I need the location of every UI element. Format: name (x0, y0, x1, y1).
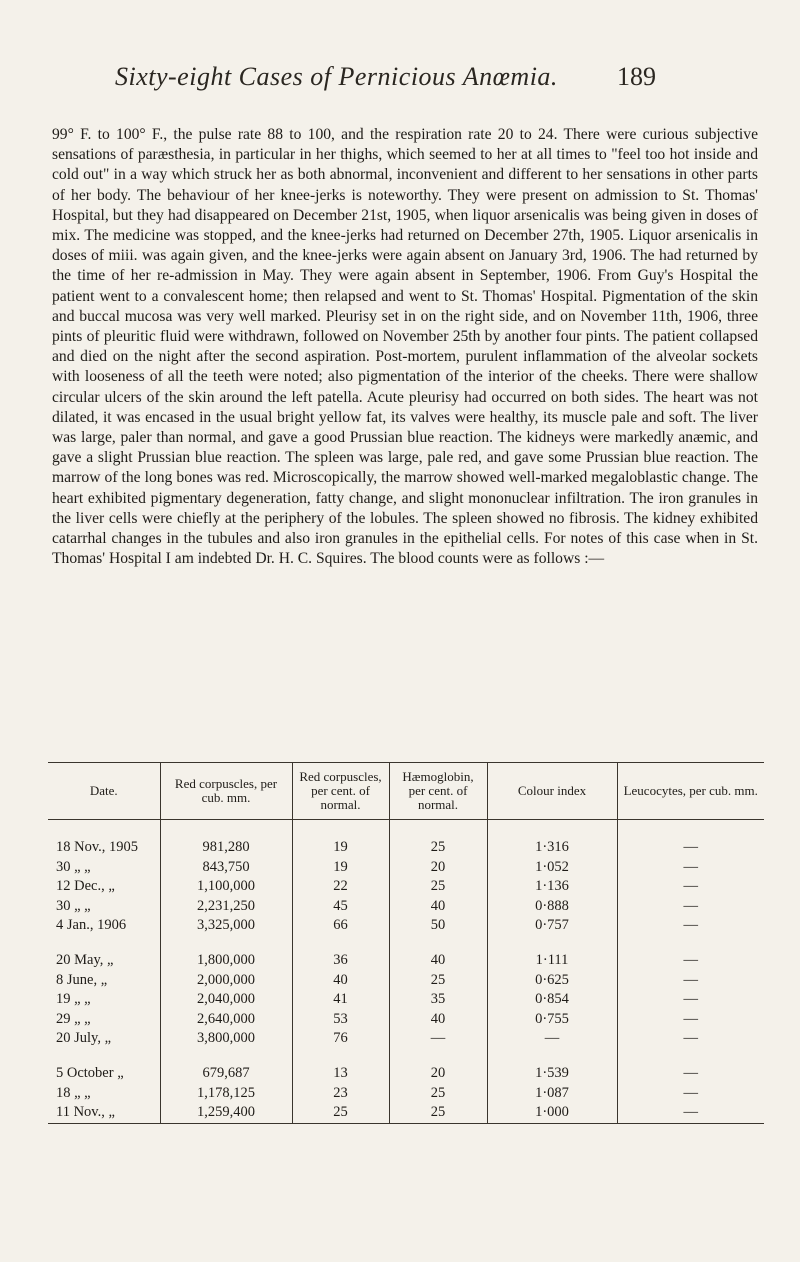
leucocytes-cell: — (617, 1103, 764, 1123)
haemoglobin-cell: 25 (389, 1103, 487, 1123)
spacer-cell (389, 1049, 487, 1064)
header-leucocytes: Leucocytes, per cub. mm. (617, 763, 764, 820)
red-corpuscles-cell: 843,750 (160, 858, 292, 878)
red-percent-cell: 53 (292, 1010, 389, 1030)
spacer-cell (487, 936, 617, 951)
spacer-cell (48, 1049, 160, 1064)
header-colour-index: Colour index (487, 763, 617, 820)
spacer-cell (617, 936, 764, 951)
red-percent-cell: 66 (292, 916, 389, 936)
table-row (48, 820, 764, 858)
red-percent-cell: 36 (292, 951, 389, 971)
haemoglobin-cell: 20 (389, 858, 487, 878)
spacer-cell (292, 1049, 389, 1064)
colour-index-cell: 0·757 (487, 916, 617, 936)
red-percent-cell: 25 (292, 1103, 389, 1123)
date-cell: 20 May, „ (56, 951, 114, 968)
date-cell: 12 Dec., „ (56, 878, 115, 895)
table-group-spacer (48, 936, 764, 951)
table-row (48, 990, 764, 1010)
header-red-corpuscles-percent: Red corpuscles, per cent. of normal. (292, 763, 389, 820)
date-cell: 18 Nov., 1905 (56, 839, 139, 855)
spacer-cell (617, 1049, 764, 1064)
colour-index-cell: 0·755 (487, 1010, 617, 1030)
haemoglobin-cell: 40 (389, 897, 487, 917)
spacer-cell (160, 936, 292, 951)
colour-index-cell: 1·087 (487, 1084, 617, 1104)
case-notes-paragraph: 99° F. to 100° F., the pulse rate 88 to 100, and the respiration rate 20 to 24. There were curious subjective sensations of paræsthesia, in particular in her thighs, which seemed to her at all times to "feel too hot inside and cold out" in a way which struck her as both abnormal, inconvenient and different to her sensations in other parts of her body. The behaviour of her knee-jerks is noteworthy. They were present on admission to St. Thomas' Hospital, but they had disappeared on December 21st, 1905, when liquor arsenicalis was being given in doses of mix. The medicine was stopped, and the knee-jerks had returned on December 27th, 1905. Liquor arsenicalis in doses of miii. was again given, and the knee-jerks were again absent on January 3rd, 1906. The had returned by the time of her re-admission in May. They were again absent in September, 1906. From Guy's Hospital the patient went to a convalescent home; then relapsed and went to St. Thomas' Hospital. Pigmentation of the skin and buccal mucosa was very well marked. Pleurisy set in on the right side, and on November 11th, 1906, three pints of pleuritic fluid were withdrawn, followed on November 25th by another four pints. The patient collapsed and died on the night after the second aspiration. Post-mortem, purulent inflammation of the alveolar sockets with looseness of all the teeth were noted; also pigmentation of the interior of the cheeks. There were shallow circular ulcers of the skin around the left patella. Acute pleurisy had occurred on both sides. The heart was not dilated, it was encased in the usual bright yellow fat, its valves were healthy, its muscle pale and soft. The liver was large, paler than normal, and gave a good Prussian blue reaction. The kidneys were markedly anæmic, and gave a slight Prussian blue reaction. The spleen was large, pale red, and gave some Prussian blue reaction. The marrow of the long bones was red. Microscopically, the marrow showed well-marked megaloblastic change. The heart exhibited pigmentary degeneration, fatty change, and slight mononuclear infiltration. The iron granules in the liver cells were chiefly at the periphery of the lobules. The spleen showed no fibrosis. The kidney exhibited catarrhal changes in the tubules and also iron granules in the epithelial cells. For notes of this case when in St. Thomas' Hospital I am indebted Dr. H. C. Squires. The blood counts were as follows :— (52, 126, 758, 568)
date-cell: 18 „ „ (56, 1084, 91, 1101)
red-corpuscles-cell: 1,259,400 (160, 1103, 292, 1123)
spacer-cell (160, 1049, 292, 1064)
colour-index-cell: — (487, 1029, 617, 1049)
haemoglobin-cell: — (389, 1029, 487, 1049)
red-percent-cell: 13 (292, 1064, 389, 1084)
table-row (48, 877, 764, 897)
date-cell: 19 „ „ (56, 991, 91, 1008)
date-cell: 5 October „ (56, 1064, 124, 1081)
red-corpuscles-cell: 2,000,000 (160, 971, 292, 991)
table-body (48, 820, 764, 1124)
table-row (48, 1064, 764, 1084)
date-cell: 29 „ „ (56, 1010, 91, 1027)
red-corpuscles-cell: 1,800,000 (160, 951, 292, 971)
leucocytes-cell: — (617, 990, 764, 1010)
haemoglobin-cell: 40 (389, 1010, 487, 1030)
colour-index-cell: 1·052 (487, 858, 617, 878)
red-corpuscles-cell: 981,280 (160, 820, 292, 858)
colour-index-cell: 0·854 (487, 990, 617, 1010)
haemoglobin-cell: 40 (389, 951, 487, 971)
date-cell: 11 Nov., „ (48, 1103, 160, 1123)
colour-index-cell: 0·625 (487, 971, 617, 991)
running-head (0, 62, 800, 102)
leucocytes-cell: — (617, 1064, 764, 1084)
spacer-cell (292, 936, 389, 951)
table-group-spacer (48, 1049, 764, 1064)
table-row (48, 971, 764, 991)
table-row (48, 858, 764, 878)
blood-counts-table-wrap (48, 762, 764, 1124)
colour-index-cell: 1·111 (487, 951, 617, 971)
date-cell: 20 July, „ (56, 1030, 112, 1047)
leucocytes-cell: — (617, 897, 764, 917)
red-percent-cell: 41 (292, 990, 389, 1010)
leucocytes-cell: — (617, 951, 764, 971)
colour-index-cell: 1·136 (487, 877, 617, 897)
leucocytes-cell: — (617, 1084, 764, 1104)
haemoglobin-cell: 50 (389, 916, 487, 936)
red-corpuscles-cell: 3,800,000 (160, 1029, 292, 1049)
colour-index-cell: 1·316 (487, 820, 617, 858)
table-header-row (48, 763, 764, 820)
header-haemoglobin: Hæmoglobin, per cent. of normal. (389, 763, 487, 820)
leucocytes-cell: — (617, 820, 764, 858)
table-row (48, 1010, 764, 1030)
colour-index-cell: 1·000 (487, 1103, 617, 1123)
red-corpuscles-cell: 2,040,000 (160, 990, 292, 1010)
leucocytes-cell: — (617, 877, 764, 897)
date-cell: 4 Jan., 1906 (56, 917, 127, 934)
haemoglobin-cell: 25 (389, 820, 487, 858)
blood-counts-table (48, 762, 764, 1124)
haemoglobin-cell: 25 (389, 1084, 487, 1104)
leucocytes-cell: — (617, 1029, 764, 1049)
red-corpuscles-cell: 3,325,000 (160, 916, 292, 936)
table-row (48, 897, 764, 917)
date-cell: 30 „ „ (56, 858, 91, 875)
leucocytes-cell: — (617, 858, 764, 878)
colour-index-cell: 1·539 (487, 1064, 617, 1084)
table-row (48, 1029, 764, 1049)
red-percent-cell: 19 (292, 858, 389, 878)
haemoglobin-cell: 20 (389, 1064, 487, 1084)
red-percent-cell: 22 (292, 877, 389, 897)
haemoglobin-cell: 35 (389, 990, 487, 1010)
leucocytes-cell: — (617, 971, 764, 991)
red-percent-cell: 40 (292, 971, 389, 991)
leucocytes-cell: — (617, 1010, 764, 1030)
haemoglobin-cell: 25 (389, 877, 487, 897)
table-row (48, 1103, 764, 1123)
red-percent-cell: 76 (292, 1029, 389, 1049)
table-row (48, 916, 764, 936)
date-cell: 8 June, „ (56, 971, 108, 988)
colour-index-cell: 0·888 (487, 897, 617, 917)
table-row (48, 1084, 764, 1104)
header-red-corpuscles: Red corpuscles, per cub. mm. (160, 763, 292, 820)
page-number: 189 (617, 62, 656, 91)
header-date: Date. (48, 763, 160, 820)
date-cell: 30 „ „ (56, 897, 91, 914)
red-corpuscles-cell: 2,640,000 (160, 1010, 292, 1030)
spacer-cell (48, 936, 160, 951)
running-title: Sixty-eight Cases of Pernicious Anœmia. (115, 62, 558, 91)
red-corpuscles-cell: 1,100,000 (160, 877, 292, 897)
red-corpuscles-cell: 2,231,250 (160, 897, 292, 917)
red-corpuscles-cell: 679,687 (160, 1064, 292, 1084)
red-percent-cell: 19 (292, 820, 389, 858)
red-percent-cell: 23 (292, 1084, 389, 1104)
leucocytes-cell: — (617, 916, 764, 936)
table-row (48, 951, 764, 971)
red-percent-cell: 45 (292, 897, 389, 917)
spacer-cell (389, 936, 487, 951)
haemoglobin-cell: 25 (389, 971, 487, 991)
red-corpuscles-cell: 1,178,125 (160, 1084, 292, 1104)
spacer-cell (487, 1049, 617, 1064)
